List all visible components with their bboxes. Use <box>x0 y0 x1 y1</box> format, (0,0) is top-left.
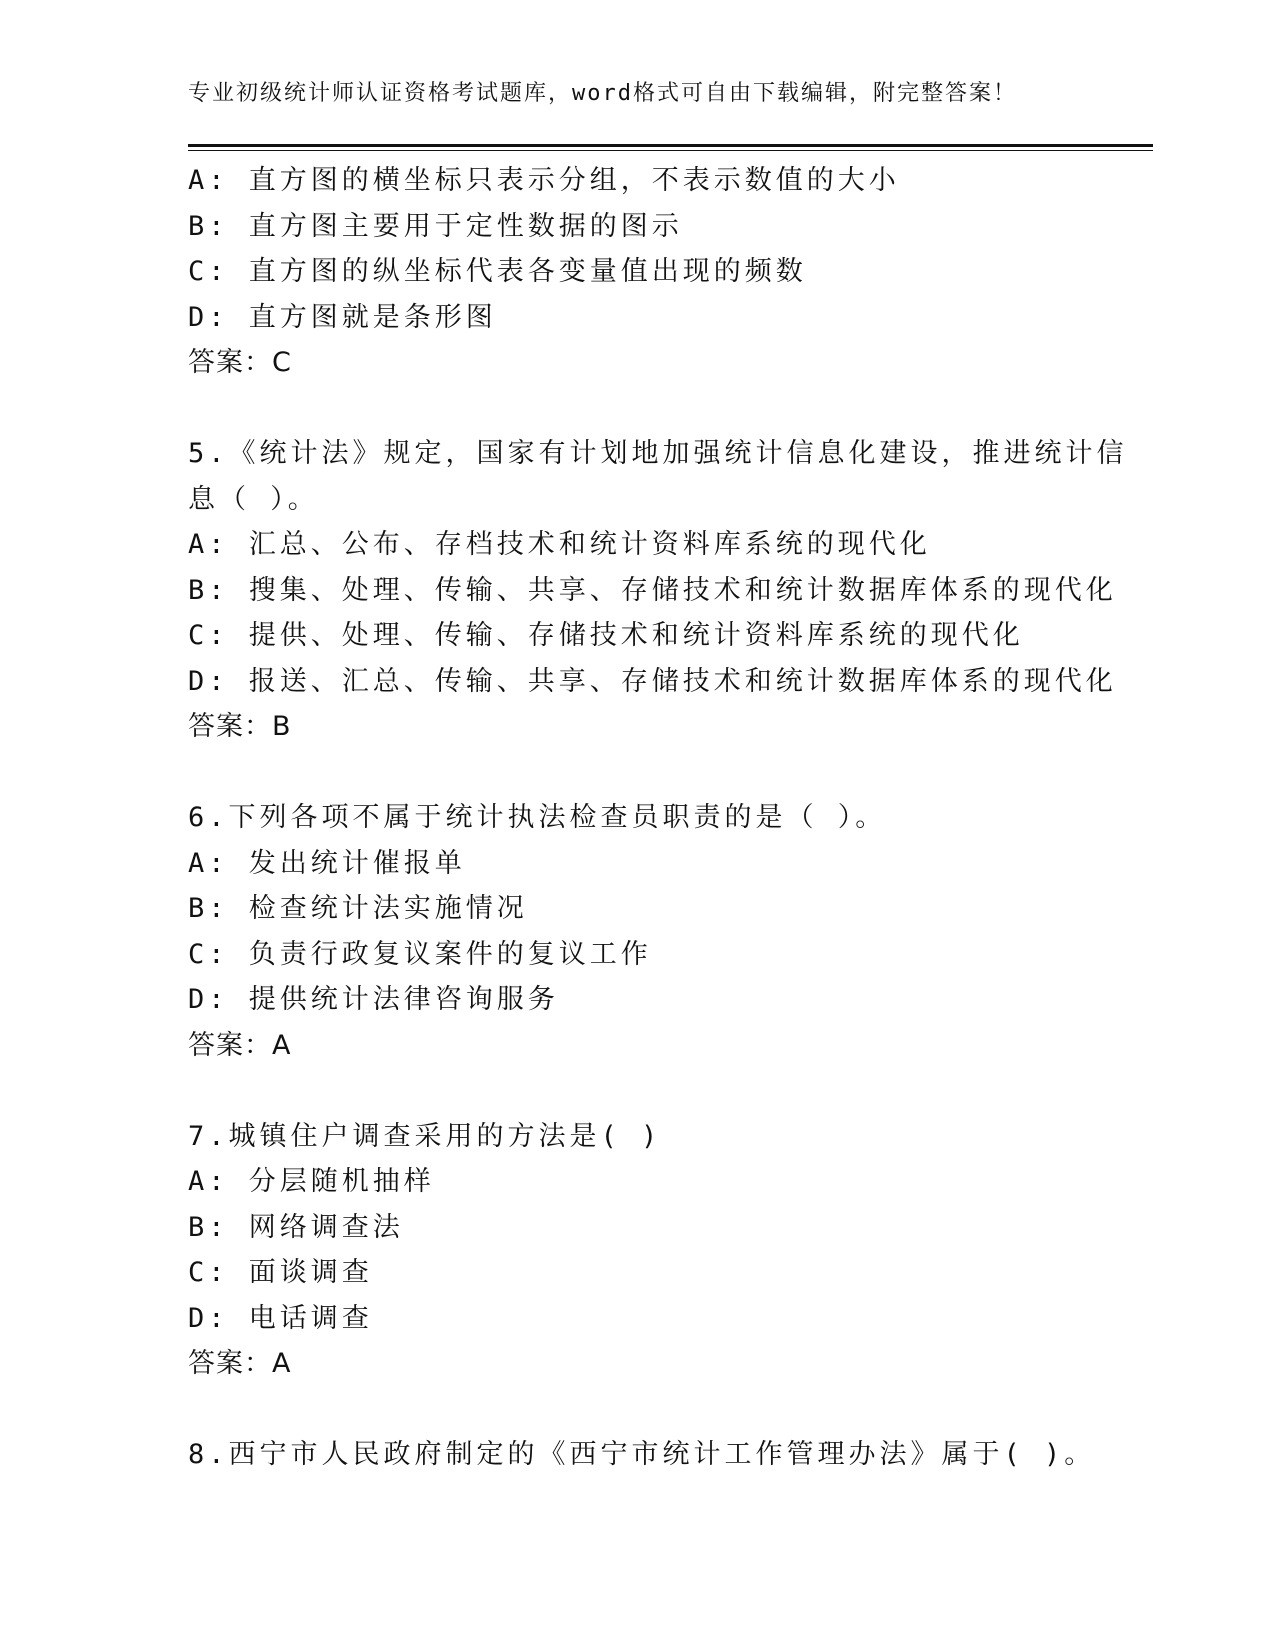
header-rule-thick <box>188 144 1153 147</box>
option-d: D: 提供统计法律咨询服务 <box>188 984 559 1015</box>
question-stem: 5.《统计法》规定，国家有计划地加强统计信息化建设，推进统计信 <box>188 438 1128 469</box>
option-b: B: 直方图主要用于定性数据的图示 <box>188 210 683 242</box>
option-d: D: 报送、汇总、传输、共享、存储技术和统计数据库体系的现代化 <box>188 665 1117 697</box>
question-4 <box>188 158 1088 386</box>
question-7 <box>188 1114 1088 1387</box>
option-c: C: 面谈调查 <box>188 1257 373 1288</box>
option-d: D: 直方图就是条形图 <box>188 301 497 333</box>
question-stem-continued: 息（ ）。 <box>188 483 319 515</box>
option-d: D: 电话调查 <box>188 1302 373 1334</box>
header-rule-thin <box>188 150 1153 151</box>
option-c: C: 提供、处理、传输、存储技术和统计资料库系统的现代化 <box>188 620 1024 651</box>
answer: 答案：C <box>188 347 292 378</box>
question-stem: 6.下列各项不属于统计执法检查员职责的是（ ）。 <box>188 802 887 833</box>
page-header: 专业初级统计师认证资格考试题库，word格式可自由下载编辑，附完整答案！ <box>188 81 1017 106</box>
option-a: A: 发出统计催报单 <box>188 847 466 879</box>
answer: 答案：B <box>188 711 292 742</box>
question-5 <box>188 431 1128 750</box>
answer: 答案：A <box>188 1348 292 1379</box>
option-c: C: 直方图的纵坐标代表各变量值出现的频数 <box>188 256 807 287</box>
option-a: A: 分层随机抽样 <box>188 1166 435 1197</box>
option-b: B: 网络调查法 <box>188 1211 404 1243</box>
answer: 答案：A <box>188 1029 292 1061</box>
option-b: B: 检查统计法实施情况 <box>188 893 528 924</box>
option-c: C: 负责行政复议案件的复议工作 <box>188 938 652 970</box>
question-stem: 7.城镇住户调查采用的方法是( ) <box>188 1120 662 1152</box>
question-content <box>188 158 1128 1478</box>
option-a: A: 汇总、公布、存档技术和统计资料库系统的现代化 <box>188 529 931 560</box>
option-a: A: 直方图的横坐标只表示分组，不表示数值的大小 <box>188 165 900 196</box>
question-stem: 8.西宁市人民政府制定的《西宁市统计工作管理办法》属于( )。 <box>188 1439 1096 1470</box>
question-8 <box>188 1432 1096 1478</box>
question-6 <box>188 795 1088 1068</box>
option-b: B: 搜集、处理、传输、共享、存储技术和统计数据库体系的现代化 <box>188 574 1117 606</box>
